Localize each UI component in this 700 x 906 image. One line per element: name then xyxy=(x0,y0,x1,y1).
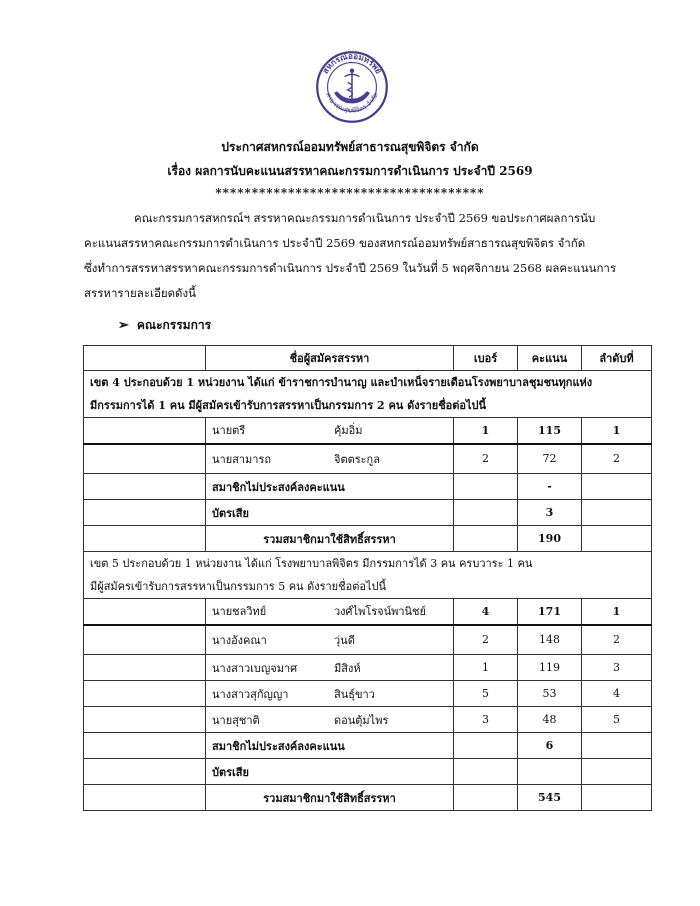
candidate-number: 3 xyxy=(454,707,518,733)
table-row xyxy=(84,444,652,474)
candidate-name xyxy=(206,655,454,681)
abstain-label: สมาชิกไม่ประสงค์ลงคะแนน xyxy=(206,733,454,759)
zone4-description-row xyxy=(84,371,652,418)
candidate-name xyxy=(206,599,454,625)
logo-top-text: สหกรณ์ออมทรัพย์ xyxy=(319,50,385,76)
table-row xyxy=(84,655,652,681)
arrow-bullet-icon: ➢ xyxy=(118,318,129,333)
candidate-first-name: นางสาวสุกัญญา xyxy=(212,687,289,701)
candidate-last-name: มีสิงห์ xyxy=(334,661,361,675)
header-number: เบอร์ xyxy=(454,346,518,371)
logo-bottom-text: สาธารณสุขพิจิตร จำกัด xyxy=(324,91,380,115)
candidate-score: 53 xyxy=(518,681,582,707)
table-row xyxy=(84,418,652,444)
abstain-value: - xyxy=(518,474,582,500)
candidate-score: 48 xyxy=(518,707,582,733)
zone5-description-row xyxy=(84,552,652,599)
candidate-rank: 5 xyxy=(582,707,652,733)
candidate-first-name: นายสามารถ xyxy=(212,452,272,466)
table-row xyxy=(84,759,652,785)
total-label: รวมสมาชิกมาใช้สิทธิ์สรรหา xyxy=(206,785,454,811)
header-name: ชื่อผู้สมัครสรรหา xyxy=(206,346,454,371)
separator-line: ************************************* xyxy=(215,186,485,200)
header-blank xyxy=(84,346,206,371)
body-line-2: คะแนนสรรหาคณะกรรมการดำเนินการ ประจำปี 2569 ของสหกรณ์ออมทรัพย์สาธารณสุขพิจิตร จำกัด xyxy=(84,236,586,250)
cooperative-logo xyxy=(315,50,389,124)
void-label: บัตรเสีย xyxy=(206,759,454,785)
candidate-rank: 1 xyxy=(582,599,652,625)
table-row xyxy=(84,474,652,500)
announcement-subject: เรื่อง ผลการนับคะแนนสรรหาคณะกรรมการดำเนินการ ประจำปี 2569 xyxy=(167,164,533,178)
zone5-desc-line-2: มีผู้สมัครเข้ารับการสรรหาเป็นกรรมการ 5 คน ดังรายชื่อต่อไปนี้ xyxy=(90,580,386,593)
zone4-desc-line-1: เขต 4 ประกอบด้วย 1 หน่วยงาน ได้แก่ ข้าราชการบำนาญ และบำเหน็จรายเดือนโรงพยาบาลชุมชนทุกแห่ง xyxy=(90,376,593,389)
zone5-description xyxy=(84,552,652,599)
candidate-number: 2 xyxy=(454,444,518,474)
candidate-first-name: นางอังคณา xyxy=(212,633,267,647)
candidate-score: 72 xyxy=(518,444,582,474)
total-label: รวมสมาชิกมาใช้สิทธิ์สรรหา xyxy=(206,526,454,552)
body-line-4: สรรหารายละเอียดดังนี้ xyxy=(84,286,196,300)
void-value: 3 xyxy=(518,500,582,526)
candidate-name xyxy=(206,681,454,707)
candidate-name xyxy=(206,418,454,444)
candidate-number: 5 xyxy=(454,681,518,707)
candidate-score: 148 xyxy=(518,625,582,655)
total-value: 190 xyxy=(518,526,582,552)
abstain-label: สมาชิกไม่ประสงค์ลงคะแนน xyxy=(206,474,454,500)
candidate-last-name: วงศ์ไพโรจน์พานิชย์ xyxy=(334,605,426,619)
table-row xyxy=(84,785,652,811)
table-row xyxy=(84,526,652,552)
section-label: คณะกรรมการ xyxy=(136,318,212,332)
candidate-number: 1 xyxy=(454,418,518,444)
candidate-number: 4 xyxy=(454,599,518,625)
candidate-first-name: นายชลวิทย์ xyxy=(212,605,267,619)
candidate-rank: 4 xyxy=(582,681,652,707)
candidate-rank: 2 xyxy=(582,625,652,655)
table-row xyxy=(84,733,652,759)
zone4-description xyxy=(84,371,652,418)
body-line-1: คณะกรรมการสหกรณ์ฯ สรรหาคณะกรรมการดำเนินการ ประจำปี 2569 ขอประกาศผลการนับ xyxy=(134,211,596,225)
candidate-rank: 1 xyxy=(582,418,652,444)
candidate-rank: 2 xyxy=(582,444,652,474)
table-row xyxy=(84,681,652,707)
section-heading xyxy=(118,316,211,335)
candidate-name xyxy=(206,444,454,474)
table-row xyxy=(84,707,652,733)
total-value: 545 xyxy=(518,785,582,811)
header-score: คะแนน xyxy=(518,346,582,371)
candidate-last-name: จิตตระกูล xyxy=(334,452,380,466)
header-rank: ลำดับที่ xyxy=(582,346,652,371)
caduceus-hands-icon xyxy=(334,69,370,103)
body-line-3: ซึ่งทำการสรรหาสรรหาคณะกรรมการดำเนินการ ประจำปี 2569 ในวันที่ 5 พฤศจิกายน 2568 ผลคะแนนการ xyxy=(84,261,617,275)
table-row xyxy=(84,599,652,625)
zone5-desc-line-1: เขต 5 ประกอบด้วย 1 หน่วยงาน ได้แก่ โรงพยาบาลพิจิตร มีกรรมการได้ 3 คน ครบวาระ 1 คน xyxy=(90,557,533,570)
candidate-first-name: นายตรี xyxy=(212,424,246,438)
candidate-first-name: นายสุชาติ xyxy=(212,713,260,727)
candidate-score: 171 xyxy=(518,599,582,625)
candidate-name xyxy=(206,625,454,655)
table-header-row xyxy=(84,346,652,371)
candidate-last-name: วุ่นดี xyxy=(334,633,355,647)
candidate-rank: 3 xyxy=(582,655,652,681)
candidate-number: 2 xyxy=(454,625,518,655)
announcement-title: ประกาศสหกรณ์ออมทรัพย์สาธารณสุขพิจิตร จำกัด xyxy=(221,140,479,154)
void-value xyxy=(518,759,582,785)
table-row xyxy=(84,625,652,655)
candidate-last-name: คุ้มอิ่ม xyxy=(334,424,363,438)
candidate-number: 1 xyxy=(454,655,518,681)
candidate-last-name: ดอนตุ้มไพร xyxy=(334,713,389,727)
table-row xyxy=(84,500,652,526)
candidate-last-name: สินธุ์ขาว xyxy=(334,687,375,701)
abstain-value: 6 xyxy=(518,733,582,759)
candidate-score: 119 xyxy=(518,655,582,681)
void-label: บัตรเสีย xyxy=(206,500,454,526)
zone4-desc-line-2: มีกรรมการได้ 1 คน มีผู้สมัครเข้ารับการสรรหาเป็นกรรมการ 2 คน ดังรายชื่อต่อไปนี้ xyxy=(90,399,487,412)
candidate-first-name: นางสาวเบญจมาศ xyxy=(212,661,298,675)
candidate-score: 115 xyxy=(518,418,582,444)
announcement-body xyxy=(84,206,624,306)
candidate-name xyxy=(206,707,454,733)
results-table xyxy=(83,345,652,811)
